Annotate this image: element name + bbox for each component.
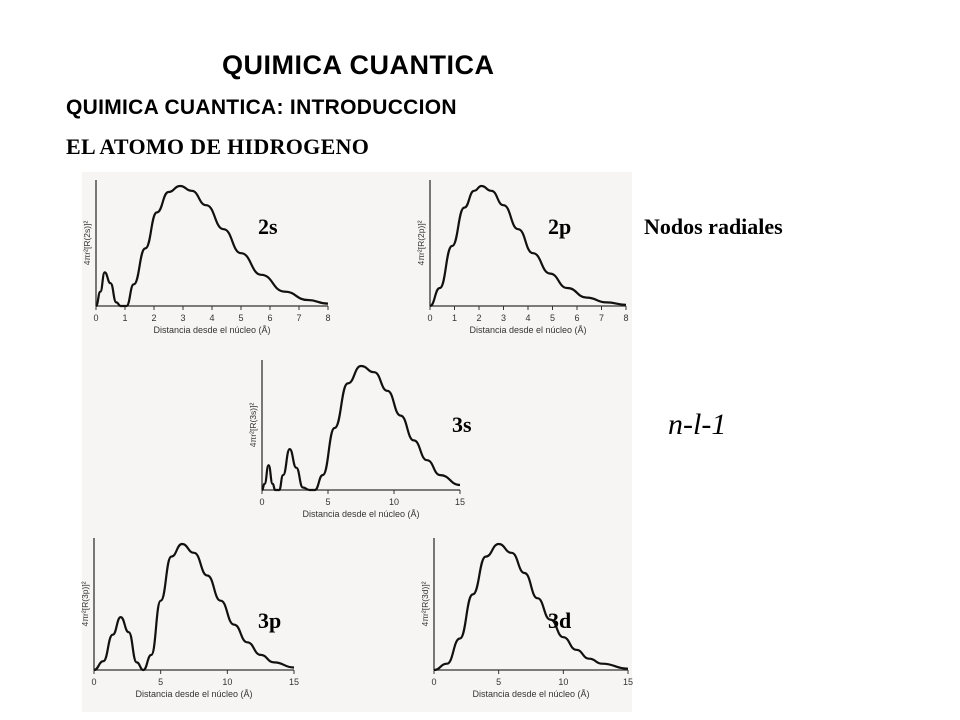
y-axis-label: 4πr²[R(3d)]² [420,581,430,627]
x-tick-label: 4 [209,313,215,323]
curve-3p [94,544,294,670]
x-tick-label: 10 [388,497,400,507]
x-tick-label: 5 [325,497,331,507]
y-axis-label: 4πr²[R(2s)]² [82,220,92,266]
x-tick-label: 15 [288,677,300,687]
x-tick-label: 10 [222,677,233,687]
label-2p: 2p [548,214,572,239]
x-tick-label: 5 [238,313,244,323]
x-tick-label: 5 [496,677,502,687]
x-tick-label: 6 [574,313,580,323]
x-tick-label: 10 [558,677,569,687]
x-tick-label: 0 [93,313,99,323]
label-3s: 3s [452,412,472,437]
curve-2s [96,186,328,306]
x-tick-label: 15 [454,497,466,507]
x-tick-label: 5 [549,313,556,323]
curve-2p [430,186,626,306]
x-tick-label: 6 [267,313,273,323]
page-title: QUIMICA CUANTICA [222,50,495,80]
x-axis-label: Distancia desde el núcleo (Å) [153,325,271,335]
label-3p: 3p [258,608,282,633]
curve-3d [434,544,628,670]
label-2s: 2s [258,214,278,239]
y-axis-label: 4πr²[R(2p)]² [416,220,426,266]
x-axis-label: Distancia desde el núcleo (Å) [135,689,253,699]
x-tick-label: 8 [623,313,629,323]
x-tick-label: 0 [259,497,265,507]
x-tick-label: 1 [122,313,128,323]
x-axis-label: Distancia desde el núcleo (Å) [469,325,587,335]
x-tick-label: 0 [427,313,433,323]
x-tick-label: 4 [525,313,531,323]
x-tick-label: 2 [476,313,482,323]
x-tick-label: 0 [431,677,437,687]
x-axis-label: Distancia desde el núcleo (Å) [302,509,420,519]
y-axis-label: 4πr²[R(3p)]² [80,581,90,627]
x-tick-label: 0 [91,677,97,687]
x-tick-label: 7 [598,313,605,323]
section-title: EL ATOMO DE HIDROGENO [66,134,370,159]
x-tick-label: 5 [158,677,164,687]
y-axis-label: 4πr²[R(3s)]² [248,402,258,448]
x-tick-label: 7 [296,313,302,323]
x-axis-label: Distancia desde el núcleo (Å) [472,689,590,699]
x-tick-label: 3 [180,313,186,323]
curve-3s [262,366,460,490]
label-3d: 3d [548,608,572,633]
x-tick-label: 3 [500,313,507,323]
x-tick-label: 8 [325,313,331,323]
page-subtitle: QUIMICA CUANTICA: INTRODUCCION [66,96,457,119]
x-tick-label: 1 [451,313,458,323]
x-tick-label: 2 [151,313,157,323]
label-nodos-radiales: Nodos radiales [644,214,783,239]
x-tick-label: 15 [622,677,634,687]
nodes-formula: n-l-1 [668,408,727,441]
